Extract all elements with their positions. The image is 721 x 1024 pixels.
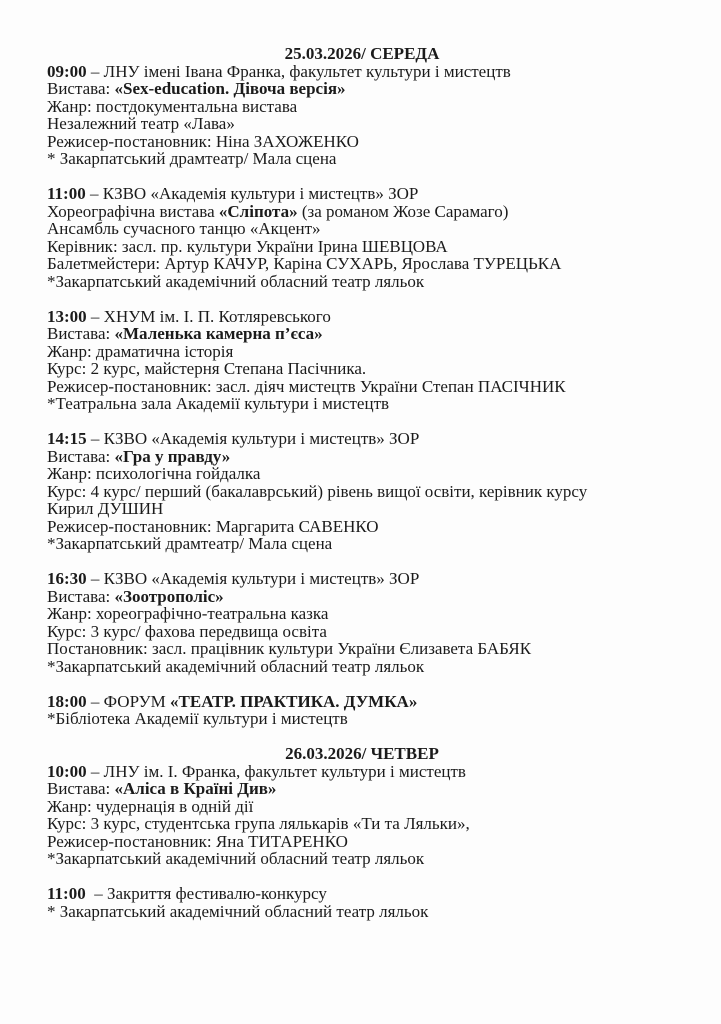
schedule-line	[47, 115, 677, 133]
text-segment: Жанр: чудернація в одній дії	[47, 796, 254, 816]
text-segment: Керівник: засл. пр. культури України Ірина ШЕВЦОВА	[47, 236, 448, 256]
event-time: 13:00	[47, 306, 87, 326]
schedule-line	[47, 903, 677, 921]
schedule-line	[47, 500, 677, 518]
schedule-line	[47, 535, 677, 553]
schedule-line	[47, 448, 677, 466]
text-segment: Режисер-постановник: Яна ТИТАРЕНКО	[47, 831, 348, 851]
day-heading: 26.03.2026/ ЧЕТВЕР	[285, 744, 439, 763]
day-heading: 25.03.2026/ СЕРЕДА	[284, 44, 440, 63]
schedule-line	[47, 133, 677, 151]
schedule-line	[47, 430, 677, 448]
text-segment: Жанр: постдокументальна вистава	[47, 96, 298, 116]
event-time: 11:00	[47, 184, 86, 203]
text-segment: – КЗВО «Академія культури і мистецтв» ЗОР	[86, 429, 420, 448]
schedule-line	[47, 343, 677, 361]
text-segment: *Театральна зала Академії культури і мистецтв	[47, 394, 390, 413]
schedule-event	[47, 430, 677, 553]
text-segment: Балетмейстери: Артур КАЧУР, Каріна СУХАРЬ, Ярослава ТУРЕЦЬКА	[47, 254, 562, 273]
schedule-line	[47, 623, 677, 641]
text-segment: *Бібліотека Академії культури і мистецтв	[47, 709, 348, 728]
schedule-event	[47, 763, 677, 868]
text-segment: *Закарпатський академічний обласний театр ляльок	[47, 271, 425, 291]
text-segment: Курс: 4 курс/ перший (бакалаврський) рівень вищої освіти, керівник курсу	[47, 481, 588, 501]
schedule-line	[47, 885, 677, 903]
text-segment: * Закарпатський драмтеатр/ Мала сцена	[47, 149, 337, 168]
schedule-line	[47, 185, 677, 203]
text-segment: * Закарпатський академічний обласний театр ляльок	[47, 901, 429, 921]
text-segment: «Зоотрополіс»	[114, 586, 224, 606]
schedule-line	[47, 98, 677, 116]
schedule-event	[47, 570, 677, 675]
text-segment: – Закриття фестивалю-конкурсу	[85, 884, 327, 903]
text-segment: Курс: 2 курс, майстерня Степана Пасічника.	[47, 359, 367, 378]
text-segment: Вистава:	[47, 446, 115, 466]
schedule-line	[47, 798, 677, 816]
text-segment: «Сліпота»	[218, 201, 298, 221]
schedule-line	[47, 238, 677, 256]
schedule-line	[47, 710, 677, 728]
schedule-line	[47, 273, 677, 291]
schedule-line	[47, 518, 677, 536]
schedule-line	[47, 640, 677, 658]
text-segment: Режисер-постановник: засл. діяч мистецтв України Степан ПАСІЧНИК	[47, 376, 566, 396]
schedule-line	[47, 605, 677, 623]
schedule-line	[47, 395, 677, 413]
text-segment: (за романом Жозе Сарамаго)	[297, 201, 509, 221]
schedule-line	[47, 378, 677, 396]
day-section	[47, 745, 677, 920]
text-segment: «Sex-education. Дівоча версія»	[114, 79, 346, 98]
schedule-line	[47, 658, 677, 676]
text-segment: Курс: 3 курс, студентська група лялькарів «Ти та Ляльки»,	[47, 814, 470, 833]
text-segment: Незалежний театр «Лава»	[47, 114, 235, 133]
text-segment: Жанр: драматична історія	[47, 341, 234, 361]
schedule-line	[47, 570, 677, 588]
schedule-line	[47, 850, 677, 868]
schedule-line	[47, 588, 677, 606]
schedule-line	[47, 80, 677, 98]
event-time: 14:15	[47, 429, 87, 448]
schedule-line	[47, 815, 677, 833]
event-time: 16:30	[47, 569, 87, 588]
text-segment: «Гра у правду»	[114, 446, 231, 466]
text-segment: Вистава:	[47, 779, 115, 798]
text-segment: *Закарпатський академічний обласний театр ляльок	[47, 656, 425, 676]
event-time: 10:00	[47, 761, 87, 781]
text-segment: Вистава:	[47, 324, 115, 343]
schedule-line	[47, 360, 677, 378]
text-segment: Постановник: засл. працівник культури України Єлизавета БАБЯК	[47, 639, 532, 658]
text-segment: Вистава:	[47, 79, 115, 98]
schedule-event	[47, 63, 677, 168]
text-segment: «Маленька камерна п’єса»	[114, 324, 323, 343]
text-segment: Вистава:	[47, 586, 115, 606]
text-segment: «ТЕАТР. ПРАКТИКА. ДУМКА»	[170, 691, 418, 711]
schedule-line	[47, 763, 677, 781]
text-segment: Хореографічна вистава	[47, 201, 219, 221]
event-time: 11:00	[47, 884, 86, 903]
text-segment: «Аліса в Країні Див»	[114, 779, 277, 798]
text-segment: – ХНУМ ім. І. П. Котляревського	[86, 306, 331, 326]
schedule-line	[47, 150, 677, 168]
schedule-line	[47, 308, 677, 326]
schedule-line	[47, 780, 677, 798]
day-section	[47, 45, 677, 728]
text-segment: *Закарпатський академічний обласний театр ляльок	[47, 849, 425, 868]
text-segment: *Закарпатський драмтеатр/ Мала сцена	[47, 534, 333, 553]
event-time: 09:00	[47, 61, 87, 81]
schedule-event	[47, 693, 677, 728]
schedule-line	[47, 325, 677, 343]
text-segment: Ансамбль сучасного танцю «Акцент»	[47, 219, 321, 238]
schedule-line	[47, 465, 677, 483]
text-segment: – ФОРУМ	[86, 691, 171, 711]
schedule-line	[47, 220, 677, 238]
schedule-line	[47, 255, 677, 273]
schedule-event	[47, 308, 677, 413]
text-segment: – КЗВО «Академія культури і мистецтв» ЗОР	[86, 569, 420, 588]
text-segment: – КЗВО «Академія культури і мистецтв» ЗОР	[85, 184, 419, 203]
text-segment: Жанр: психологічна гойдалка	[47, 464, 261, 483]
schedule-event	[47, 885, 677, 920]
text-segment: – ЛНУ ім. І. Франка, факультет культури і мистецтв	[86, 761, 466, 781]
schedule-event	[47, 185, 677, 290]
schedule-line	[47, 693, 677, 711]
schedule-line	[47, 833, 677, 851]
text-segment: Кирил ДУШИН	[47, 499, 164, 518]
text-segment: – ЛНУ імені Івана Франка, факультет культури і мистецтв	[86, 61, 511, 81]
text-segment: Курс: 3 курс/ фахова передвища освіта	[47, 621, 327, 641]
schedule-line	[47, 483, 677, 501]
text-segment: Режисер-постановник: Ніна ЗАХОЖЕНКО	[47, 131, 359, 151]
event-time: 18:00	[47, 691, 87, 711]
schedule-line	[47, 203, 677, 221]
text-segment: Режисер-постановник: Маргарита САВЕНКО	[47, 516, 379, 536]
text-segment: Жанр: хореографічно-театральна казка	[47, 604, 329, 623]
schedule-line	[47, 63, 677, 81]
